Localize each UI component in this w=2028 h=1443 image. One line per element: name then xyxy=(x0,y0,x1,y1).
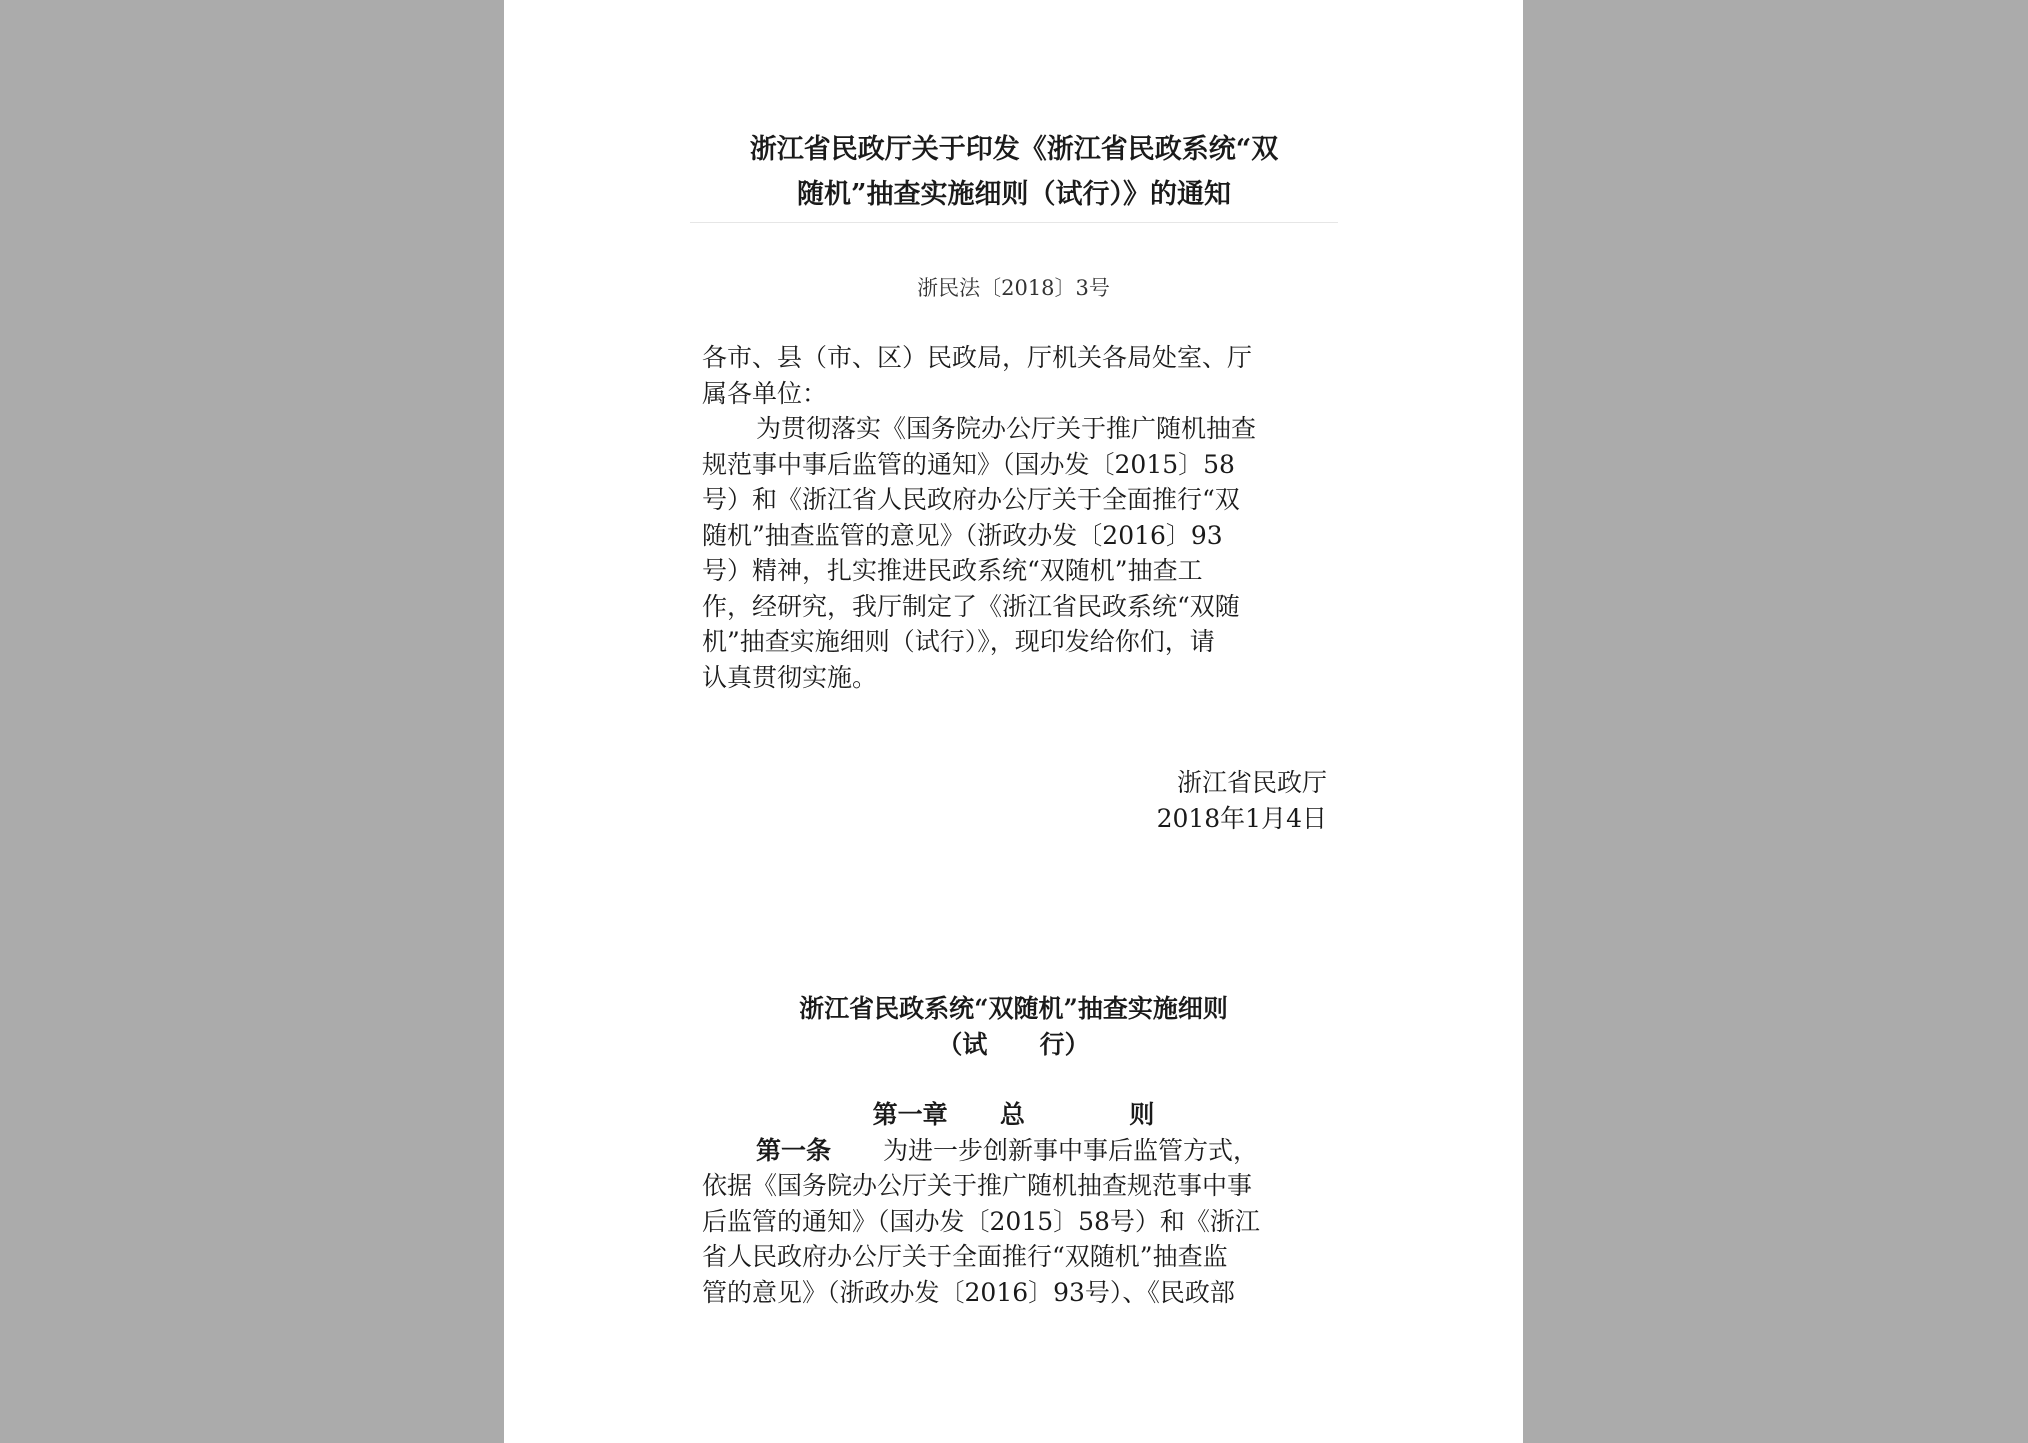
body-line-3: 号）和《浙江省人民政府办公厅关于全面推行“双 xyxy=(702,485,1240,514)
body-line-5: 号）精神，扎实推进民政系统“双随机”抽查工 xyxy=(702,556,1203,585)
article-label: 第一条 xyxy=(756,1136,832,1165)
title-divider xyxy=(690,222,1338,223)
body-line-1: 为贯彻落实《国务院办公厅关于推广随机抽查 xyxy=(756,414,1257,443)
attachment-title-line-1: 浙江省民政系统“双随机”抽查实施细则 xyxy=(799,994,1228,1023)
chapter-heading: 第一章 总 则 xyxy=(872,1100,1155,1129)
article-line-2: 依据《国务院办公厅关于推广随机抽查规范事中事 xyxy=(702,1171,1253,1200)
signature-issuer: 浙江省民政厅 xyxy=(1176,768,1327,797)
signature-date: 2018年1月4日 xyxy=(1156,804,1327,833)
document-title-line-1: 浙江省民政厅关于印发《浙江省民政系统“双 xyxy=(749,134,1279,165)
article-line-4: 省人民政府办公厅关于全面推行“双随机”抽查监 xyxy=(702,1242,1228,1271)
addressee-line-1: 各市、县（市、区）民政局，厅机关各局处室、厅 xyxy=(702,343,1253,372)
article-line-1: 为进一步创新事中事后监管方式， xyxy=(883,1136,1259,1165)
article-line-3: 后监管的通知》（国办发〔2015〕58号）和《浙江 xyxy=(702,1207,1260,1236)
body-line-6: 作，经研究，我厅制定了《浙江省民政系统“双随 xyxy=(702,592,1240,621)
addressee-line-2: 属各单位： xyxy=(702,379,828,408)
body-line-8: 认真贯彻实施。 xyxy=(702,663,878,692)
article-first-line xyxy=(756,1133,1258,1169)
document-title-line-2: 随机”抽查实施细则（试行）》的通知 xyxy=(796,179,1232,210)
body-line-7: 机”抽查实施细则（试行）》，现印发给你们，请 xyxy=(702,627,1215,656)
attachment-title-line-2: （试 行） xyxy=(937,1030,1090,1059)
article-line-5: 管的意见》（浙政办发〔2016〕93号）、《民政部 xyxy=(702,1278,1235,1307)
body-line-2: 规范事中事后监管的通知》（国办发〔2015〕58 xyxy=(702,450,1235,479)
body-line-4: 随机”抽查监管的意见》（浙政办发〔2016〕93 xyxy=(702,521,1223,550)
document-number: 浙民法〔2018〕3号 xyxy=(917,276,1110,300)
document-page xyxy=(504,0,1523,1443)
